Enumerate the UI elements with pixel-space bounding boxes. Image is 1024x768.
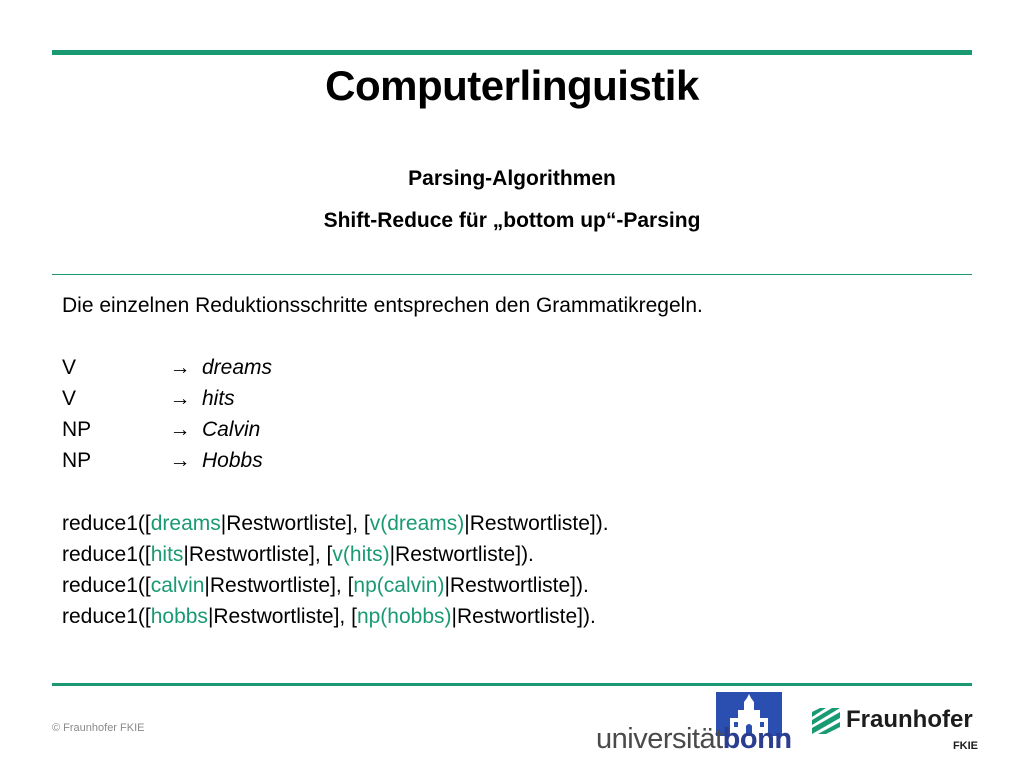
rule-rhs: Calvin bbox=[202, 418, 261, 441]
university-wordmark bbox=[596, 723, 792, 756]
spacer bbox=[62, 476, 703, 508]
slide-subtitle-1: Parsing-Algorithmen bbox=[408, 167, 616, 190]
arrow-icon: → bbox=[169, 387, 191, 410]
reduce-category: v(dreams) bbox=[369, 512, 465, 535]
rule-lhs: V bbox=[62, 387, 77, 410]
rule-rhs: hits bbox=[202, 387, 235, 410]
arrow-icon: → bbox=[169, 449, 191, 472]
rule-rhs: dreams bbox=[202, 356, 273, 379]
reduce-word: hobbs bbox=[150, 605, 208, 628]
slide-subtitle-2: Shift-Reduce für „bottom up“-Parsing bbox=[323, 209, 701, 232]
reduce-middle: |Restwortliste], [ bbox=[220, 512, 370, 535]
reduce-middle: |Restwortliste], [ bbox=[204, 574, 354, 597]
arrow-icon: → bbox=[169, 356, 191, 379]
rule-lhs: V bbox=[62, 356, 77, 379]
reduce-line bbox=[62, 539, 703, 570]
reduce-prefix: reduce1([ bbox=[62, 574, 151, 597]
rule-lhs: NP bbox=[62, 449, 92, 472]
slide-body bbox=[62, 290, 703, 632]
reduce-line bbox=[62, 570, 703, 601]
bottom-divider bbox=[52, 683, 972, 686]
top-divider bbox=[52, 50, 972, 55]
reduce-suffix: |Restwortliste]). bbox=[464, 512, 609, 535]
reduce-prefix: reduce1([ bbox=[62, 543, 151, 566]
rule-lhs: NP bbox=[62, 418, 92, 441]
fraunhofer-logo bbox=[812, 706, 982, 756]
reduce-middle: |Restwortliste], [ bbox=[183, 543, 333, 566]
grammar-rule bbox=[62, 414, 703, 445]
fraunhofer-wordmark: Fraunhofer bbox=[846, 706, 973, 733]
uni-text-bold: bonn bbox=[722, 723, 792, 755]
reduce-word: hits bbox=[150, 543, 184, 566]
reduce-category: np(calvin) bbox=[353, 574, 445, 597]
fraunhofer-mark-icon bbox=[812, 708, 840, 734]
reduce-prefix: reduce1([ bbox=[62, 605, 151, 628]
rule-rhs: Hobbs bbox=[202, 449, 263, 472]
middle-divider bbox=[52, 274, 972, 275]
intro-text: Die einzelnen Reduktionsschritte entsprechen den Grammatikregeln. bbox=[62, 294, 703, 317]
reduce-category: v(hits) bbox=[332, 543, 390, 566]
reduce-line bbox=[62, 508, 703, 539]
reduce-category: np(hobbs) bbox=[356, 605, 452, 628]
reduce-word: dreams bbox=[150, 512, 221, 535]
uni-text-regular: universität bbox=[596, 723, 723, 755]
grammar-rule bbox=[62, 383, 703, 414]
reduce-suffix: |Restwortliste]). bbox=[451, 605, 596, 628]
reduce-middle: |Restwortliste], [ bbox=[207, 605, 357, 628]
university-bonn-logo bbox=[596, 692, 792, 762]
reduce-suffix: |Restwortliste]). bbox=[444, 574, 589, 597]
grammar-rule bbox=[62, 445, 703, 476]
copyright-text: © Fraunhofer FKIE bbox=[52, 722, 145, 734]
reduce-prefix: reduce1([ bbox=[62, 512, 151, 535]
reduce-suffix: |Restwortliste]). bbox=[389, 543, 534, 566]
reduce-word: calvin bbox=[150, 574, 205, 597]
grammar-rule bbox=[62, 352, 703, 383]
arrow-icon: → bbox=[169, 418, 191, 441]
reduce-line bbox=[62, 601, 703, 632]
fraunhofer-institute: FKIE bbox=[952, 740, 978, 752]
slide-title: Computerlinguistik bbox=[325, 62, 699, 109]
